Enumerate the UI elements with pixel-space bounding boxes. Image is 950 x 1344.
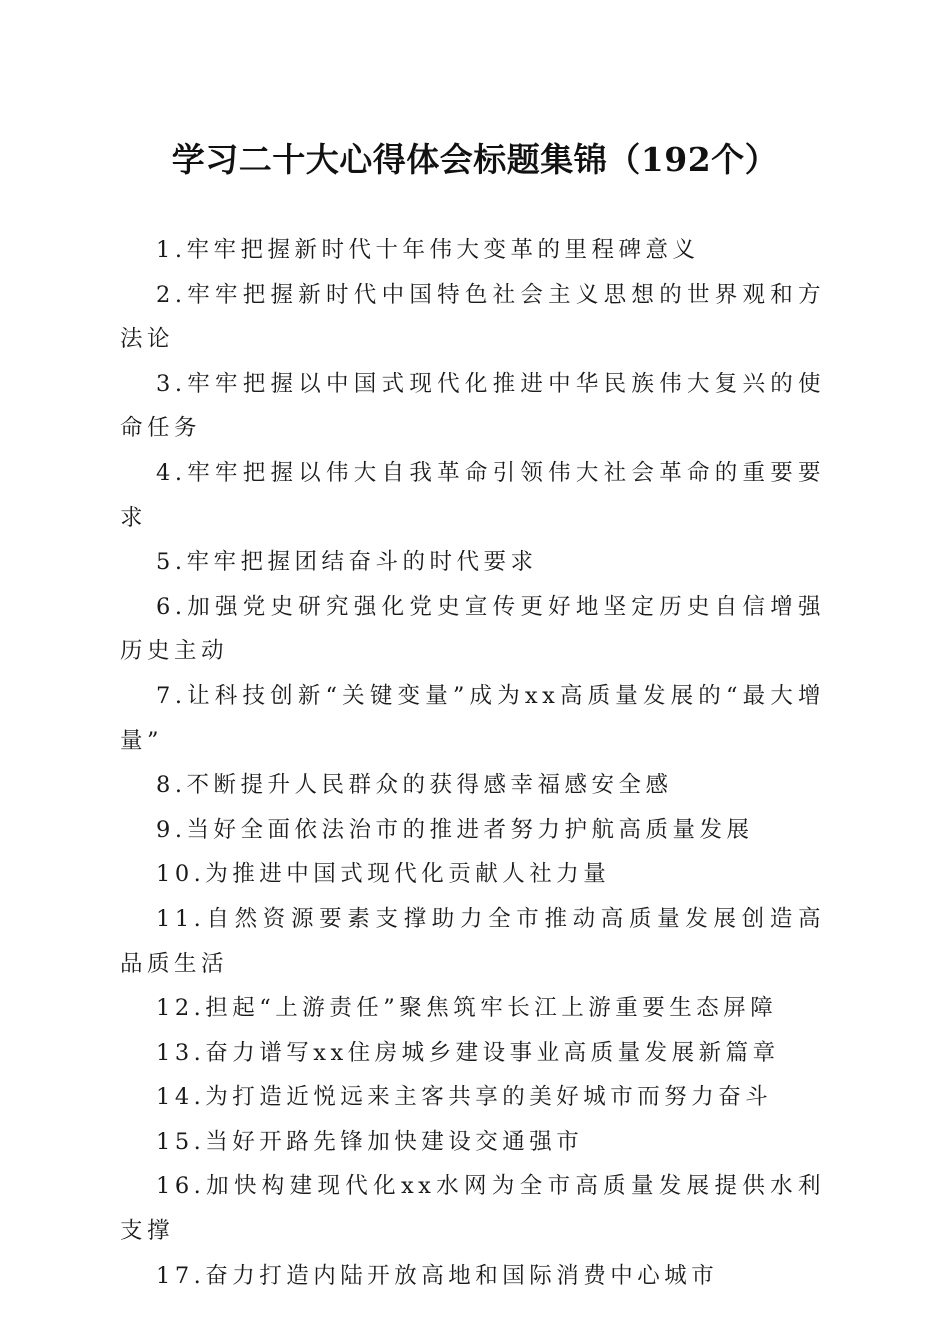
- list-item-8: 8.不断提升人民群众的获得感幸福感安全感: [156, 772, 673, 799]
- list-item-3: 3.牢牢把握以中国式现代化推进中华民族伟大复兴的使命任务: [120, 370, 825, 442]
- list-item-1: 1.牢牢把握新时代十年伟大变革的里程碑意义: [156, 237, 700, 263]
- list-item-13: 13.奋力谱写xx住房城乡建设事业高质量发展新篇章: [156, 1039, 780, 1066]
- title-list: [120, 228, 825, 1298]
- list-item-12: 12.担起“上游责任”聚焦筑牢长江上游重要生态屏障: [156, 995, 778, 1022]
- list-item-6: 6.加强党史研究强化党史宣传更好地坚定历史自信增强历史主动: [120, 593, 825, 665]
- list-item-4: 4.牢牢把握以伟大自我革命引领伟大社会革命的重要要求: [120, 459, 825, 531]
- document-title: 学习二十大心得体会标题集锦（192个）: [171, 140, 779, 179]
- list-item-17: 17.奋力打造内陆开放高地和国际消费中心城市: [156, 1262, 719, 1289]
- list-item-5: 5.牢牢把握团结奋斗的时代要求: [156, 549, 538, 576]
- list-item-14: 14.为打造近悦远来主客共享的美好城市而努力奋斗: [156, 1084, 773, 1111]
- list-item-9: 9.当好全面依法治市的推进者努力护航高质量发展: [156, 816, 754, 843]
- list-item-10: 10.为推进中国式现代化贡献人社力量: [156, 861, 611, 888]
- list-item-2: 2.牢牢把握新时代中国特色社会主义思想的世界观和方法论: [120, 281, 825, 353]
- list-item-7: 7.让科技创新“关键变量”成为xx高质量发展的“最大增量”: [120, 682, 825, 754]
- list-item-16: 16.加快构建现代化xx水网为全市高质量发展提供水利支撑: [120, 1173, 825, 1245]
- list-item-15: 15.当好开路先锋加快建设交通强市: [156, 1128, 584, 1155]
- list-item-11: 11.自然资源要素支撑助力全市推动高质量发展创造高品质生活: [120, 905, 825, 977]
